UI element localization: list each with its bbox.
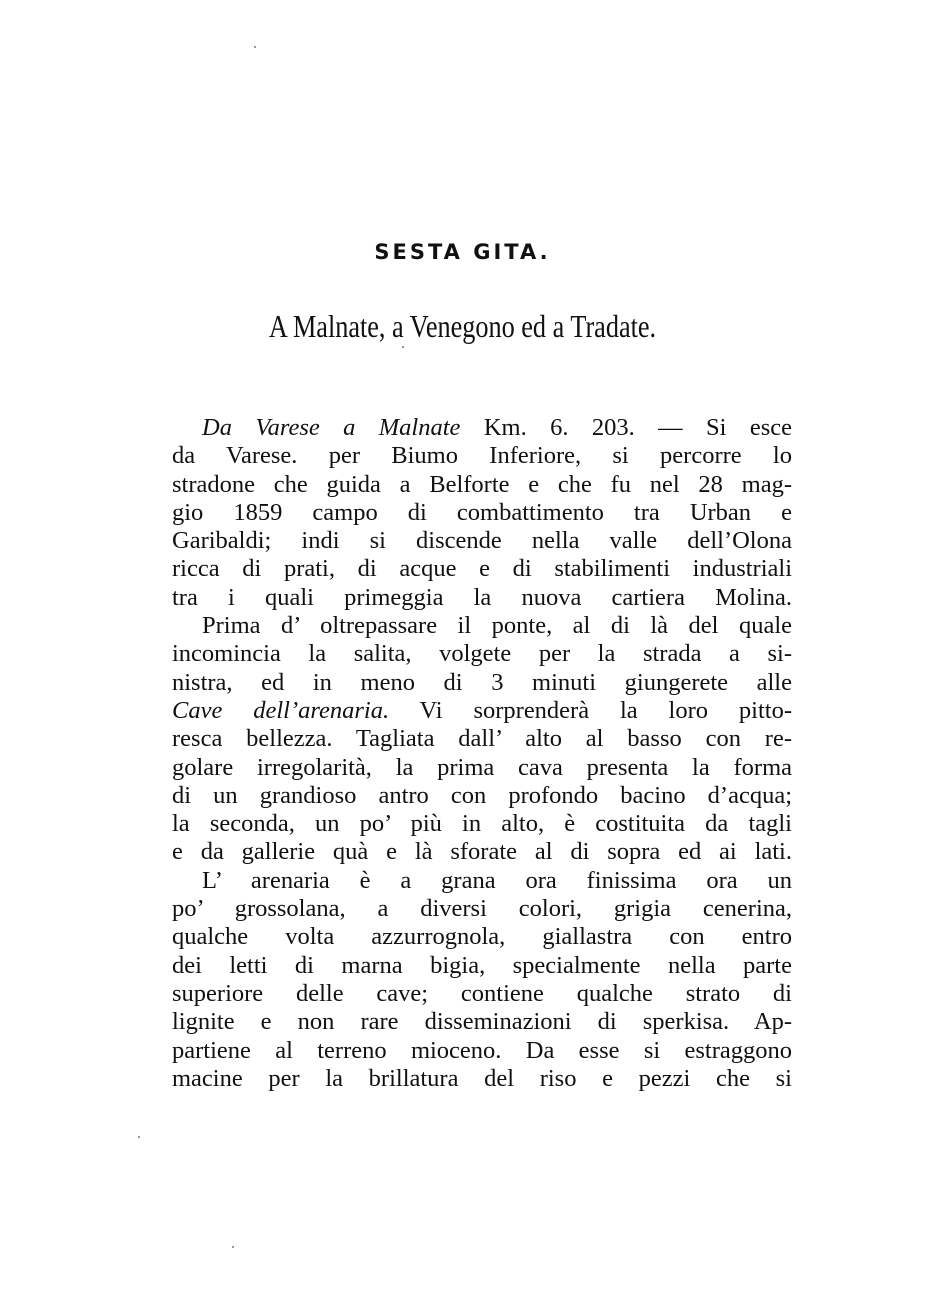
text-line: ricca di prati, di acque e di stabilimenti industriali bbox=[172, 555, 792, 583]
print-speck bbox=[402, 346, 404, 348]
print-speck bbox=[232, 1246, 234, 1248]
italic-route-lead: Da Varese a Malnate bbox=[202, 414, 461, 441]
text-line-rest: Vi sorprenderà la loro pitto- bbox=[389, 696, 792, 724]
text-line: stradone che guida a Belforte e che fu nel 28 mag- bbox=[172, 470, 792, 498]
text-line: tra i quali primeggia la nuova cartiera Molina. bbox=[172, 583, 792, 611]
text-line: qualche volta azzurrognola, giallastra con entro bbox=[172, 923, 792, 951]
text-line: golare irregolarità, la prima cava presenta la forma bbox=[172, 753, 792, 781]
text-line: e da gallerie quà e là sforate al di sopra ed ai lati. bbox=[172, 838, 792, 866]
italic-place-name: Cave dell’arenaria. bbox=[172, 696, 390, 724]
chapter-heading: SESTA GITA. bbox=[374, 240, 551, 264]
text-line: Garibaldi; indi si discende nella valle dell’Olona bbox=[172, 527, 792, 555]
text-line: macine per la brillatura del riso e pezzi che si bbox=[172, 1064, 792, 1092]
text-line: superiore delle cave; contiene qualche strato di bbox=[172, 979, 792, 1007]
text-line: nistra, ed in meno di 3 minuti giungerete alle bbox=[172, 668, 792, 696]
body-text bbox=[172, 414, 792, 1093]
text-line: di un grandioso antro con profondo bacino d’acqua; bbox=[172, 781, 792, 809]
text-line: da Varese. per Biumo Inferiore, si percorre lo bbox=[172, 442, 792, 470]
text-line: Prima d’ oltrepassare il ponte, al di là del quale bbox=[202, 612, 792, 640]
text-line: gio 1859 campo di combattimento tra Urban e bbox=[172, 498, 792, 526]
route-distance: Km. 6. 203. — Si esce bbox=[460, 414, 793, 441]
text-line: dei letti di marna bigia, specialmente nella parte bbox=[172, 951, 792, 979]
trip-title: A Malnate, a Venegono ed a Tradate. bbox=[268, 308, 657, 344]
text-line: L’ arenaria è a grana ora finissima ora un bbox=[202, 866, 792, 894]
text-line: resca bellezza. Tagliata dall’ alto al basso con re- bbox=[172, 725, 792, 753]
print-speck bbox=[254, 46, 256, 48]
text-line: po’ grossolana, a diversi colori, grigia cenerina, bbox=[172, 895, 792, 923]
text-line: lignite e non rare disseminazioni di sperkisa. Ap- bbox=[172, 1008, 792, 1036]
text-line: incomincia la salita, volgete per la strada a si- bbox=[172, 640, 792, 668]
text-line bbox=[172, 414, 792, 442]
text-line: partiene al terreno mioceno. Da esse si estraggono bbox=[172, 1036, 792, 1064]
print-speck bbox=[138, 1136, 140, 1138]
text-line bbox=[172, 697, 792, 725]
text-line: la seconda, un po’ più in alto, è costituita da tagli bbox=[172, 810, 792, 838]
